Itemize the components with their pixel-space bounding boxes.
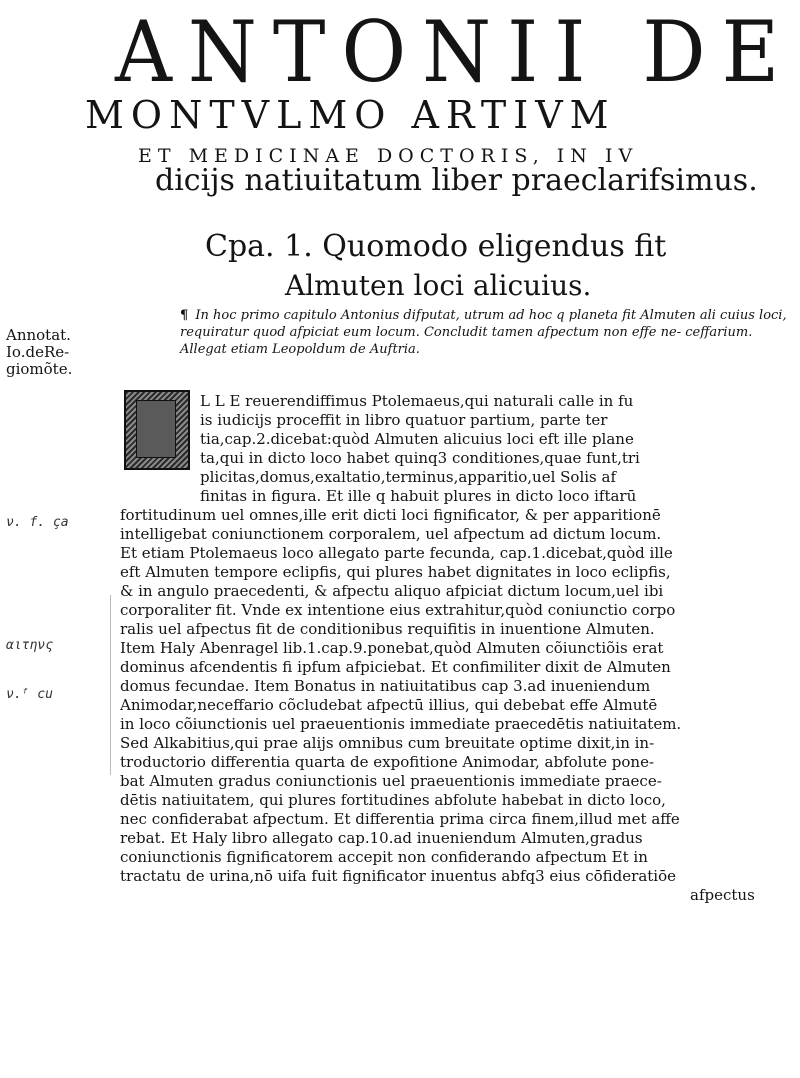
- handwritten-note: ν.ᶠ cu: [6, 687, 53, 702]
- body-line: Item Haly Abenragel lib.1.cap.9.ponebat,quòd Almuten cõiunctiõis erat: [120, 639, 664, 657]
- body-line: bat Almuten gradus coniunctionis uel praeuentionis immediate praece-: [120, 772, 662, 790]
- body-line: intelligebat coniunctionem corporalem, uel afpectum ad dictum locum.: [120, 525, 662, 543]
- body-line: plicitas,domus,exaltatio,terminus,apparitio,uel Solis af: [200, 468, 617, 486]
- body-line: nec confiderabat afpectum. Et differentia prima circa finem,illud met affe: [120, 810, 680, 828]
- decorated-initial: [124, 390, 190, 470]
- chapter-heading: [205, 230, 666, 264]
- body-line: finitas in figura. Et ille q habuit plures in dicto loco iftarū: [200, 487, 637, 505]
- body-line: L L E reuerendiffimus Ptolemaeus,qui naturali calle in fu: [200, 392, 634, 410]
- body-line: ta,qui in dicto loco habet quinq3 conditiones,quae funt,tri: [200, 449, 640, 467]
- body-line: rebat. Et Haly libro allegato cap.10.ad inueniendum Almuten,gradus: [120, 829, 643, 847]
- body-line: dētis natiuitatem, qui plures fortitudines abfolute habebat in dicto loco,: [120, 791, 666, 809]
- body-line: fortitudinum uel omnes,ille erit dicti loci fignificator, & per apparitionē: [120, 506, 661, 524]
- pilcrow-icon: ¶: [180, 308, 189, 323]
- body-line: ralis uel afpectus fit de conditionibus requifitis in inuentione Almuten.: [120, 620, 655, 638]
- marginal-annotation: [6, 327, 72, 378]
- author-surname-line: MONTVLMO ARTIVM: [85, 93, 616, 137]
- body-line: is iudicijs proceffit in libro quatuor partium, parte ter: [200, 411, 608, 429]
- margin-note-line: Annotat.: [6, 326, 71, 344]
- handwritten-note: ν. f. ça: [6, 515, 69, 530]
- work-title-line: dicijs natiuitatum liber praeclarifsimus.: [155, 163, 758, 198]
- body-line: in loco cõiunctionis uel praeuentionis immediate praecedētis natiuitatem.: [120, 715, 682, 733]
- body-line: coniunctionis fignificatorem accepit non confiderando afpectum Et in: [120, 848, 648, 866]
- body-line: troductorio differentia quarta de expofitione Animodar, abfolute pone-: [120, 753, 655, 771]
- chapter-summary: [180, 307, 790, 358]
- body-line: Sed Alkabitius,qui prae alijs omnibus cum breuitate optime dixit,in in-: [120, 734, 655, 752]
- chapter-title-line2: Almuten loci alicuius.: [285, 269, 592, 302]
- margin-note-line: Io.deRe-: [6, 343, 70, 361]
- body-line: dominus afcendentis fi ipfum afpiciebat. Et confimiliter dixit de Almuten: [120, 658, 671, 676]
- handwritten-note: αιτηνς: [6, 638, 53, 653]
- body-line: Et etiam Ptolemaeus loco allegato parte fecunda, cap.1.dicebat,quòd ille: [120, 544, 673, 562]
- body-line: domus fecundae. Item Bonatus in natiuitatibus cap 3.ad inueniendum: [120, 677, 651, 695]
- body-line: eft Almuten tempore eclipfis, qui plures habet dignitates in loco eclipfis,: [120, 563, 671, 581]
- author-title-line: ET MEDICINAE DOCTORIS, IN IV: [138, 145, 639, 167]
- body-line: tia,cap.2.dicebat:quòd Almuten alicuius loci eft ille plane: [200, 430, 634, 448]
- margin-note-line: giomõte.: [6, 360, 73, 378]
- initial-letter-box: [136, 400, 176, 458]
- body-line: Animodar,neceffario cõcludebat afpectū illius, qui debebat effe Almutē: [120, 696, 658, 714]
- chapter-title-line1: Quomodo eligendus fit: [322, 229, 667, 264]
- body-line: tractatu de urina,nō uifa fuit fignificator inuentus abfq3 eius cōfideratiōe: [120, 867, 676, 885]
- margin-rule: [110, 595, 111, 775]
- summary-text: In hoc primo capitulo Antonius difputat, utrum ad hoc q planeta fit Almuten ali cuius loci, requiratur quod afpiciat eum locum. Concludit tamen afpectum non effe ne- ceffarium. Allegat etiam Leopoldum de Auftria.: [180, 308, 787, 357]
- body-line: corporaliter fit. Vnde ex intentione eius extrahitur,quòd coniunctio corpo: [120, 601, 676, 619]
- chapter-label: Cpa. 1.: [205, 229, 313, 264]
- catchword: afpectus: [690, 886, 755, 904]
- body-line: & in angulo praecedenti, & afpectu aliquo afpiciat dictum locum,uel ibi: [120, 582, 664, 600]
- author-heading: ANTONII DE: [115, 3, 796, 101]
